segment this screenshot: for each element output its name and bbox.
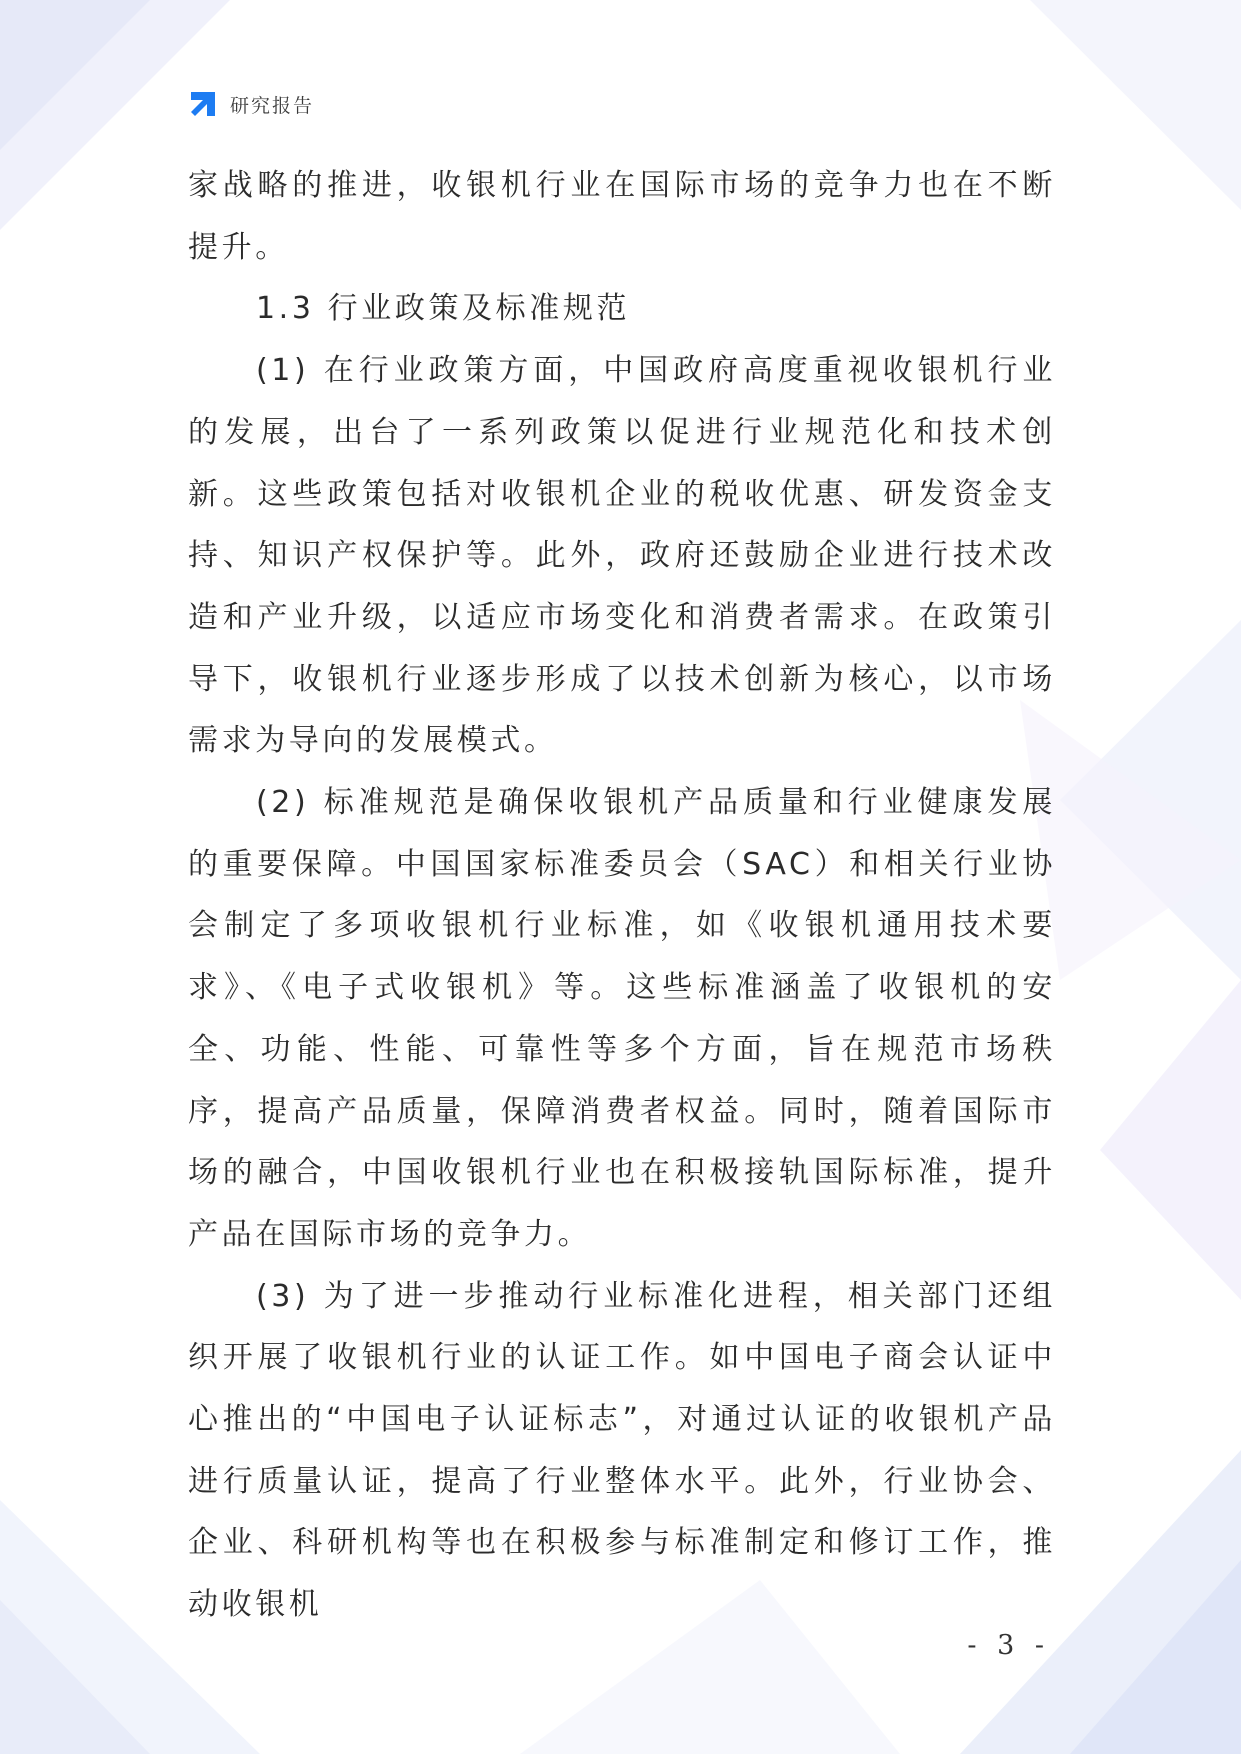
paragraph-certification: (3) 为了进一步推动行业标准化进程，相关部门还组织开展了收银机行业的认证工作。如中国电子商会认证中心推出的“中国电子认证标志”，对通过认证的收银机产品进行质量认证，提高了行业整体水平。此外，行业协会、企业、科研机构等也在积极参与标准制定和修订工作，推动收银机 [188,1278,1056,1623]
paragraph-continuation: 家战略的推进，收银机行业在国际市场的竞争力也在不断提升。 [188,168,1056,265]
report-header [188,88,314,120]
page-number: - 3 - [967,1630,1050,1661]
paragraph-policy: (1) 在行业政策方面，中国政府高度重视收银机行业的发展，出台了一系列政策以促进行业规范化和技术创新。这些政策包括对收银机企业的税收优惠、研发资金支持、知识产权保护等。此外，政府还鼓励企业进行技术改造和产业升级，以适应市场变化和消费者需求。在政策引导下，收银机行业逐步形成了以技术创新为核心，以市场需求为导向的发展模式。 [188,353,1056,759]
arrow-up-right-icon [188,89,218,119]
paragraph-standards: (2) 标准规范是确保收银机产品质量和行业健康发展的重要保障。中国国家标准委员会（SAC）和相关行业协会制定了多项收银机行业标准，如《收银机通用技术要求》、《电子式收银机》等。这些标准涵盖了收银机的安全、功能、性能、可靠性等多个方面，旨在规范市场秩序，提高产品质量，保障消费者权益。同时，随着国际市场的融合，中国收银机行业也在积极接轨国际标准，提升产品在国际市场的竞争力。 [188,785,1056,1252]
header-title: 研究报告 [230,94,315,117]
document-body [188,155,1056,1636]
section-heading: 1.3 行业政策及标准规范 [256,291,631,327]
